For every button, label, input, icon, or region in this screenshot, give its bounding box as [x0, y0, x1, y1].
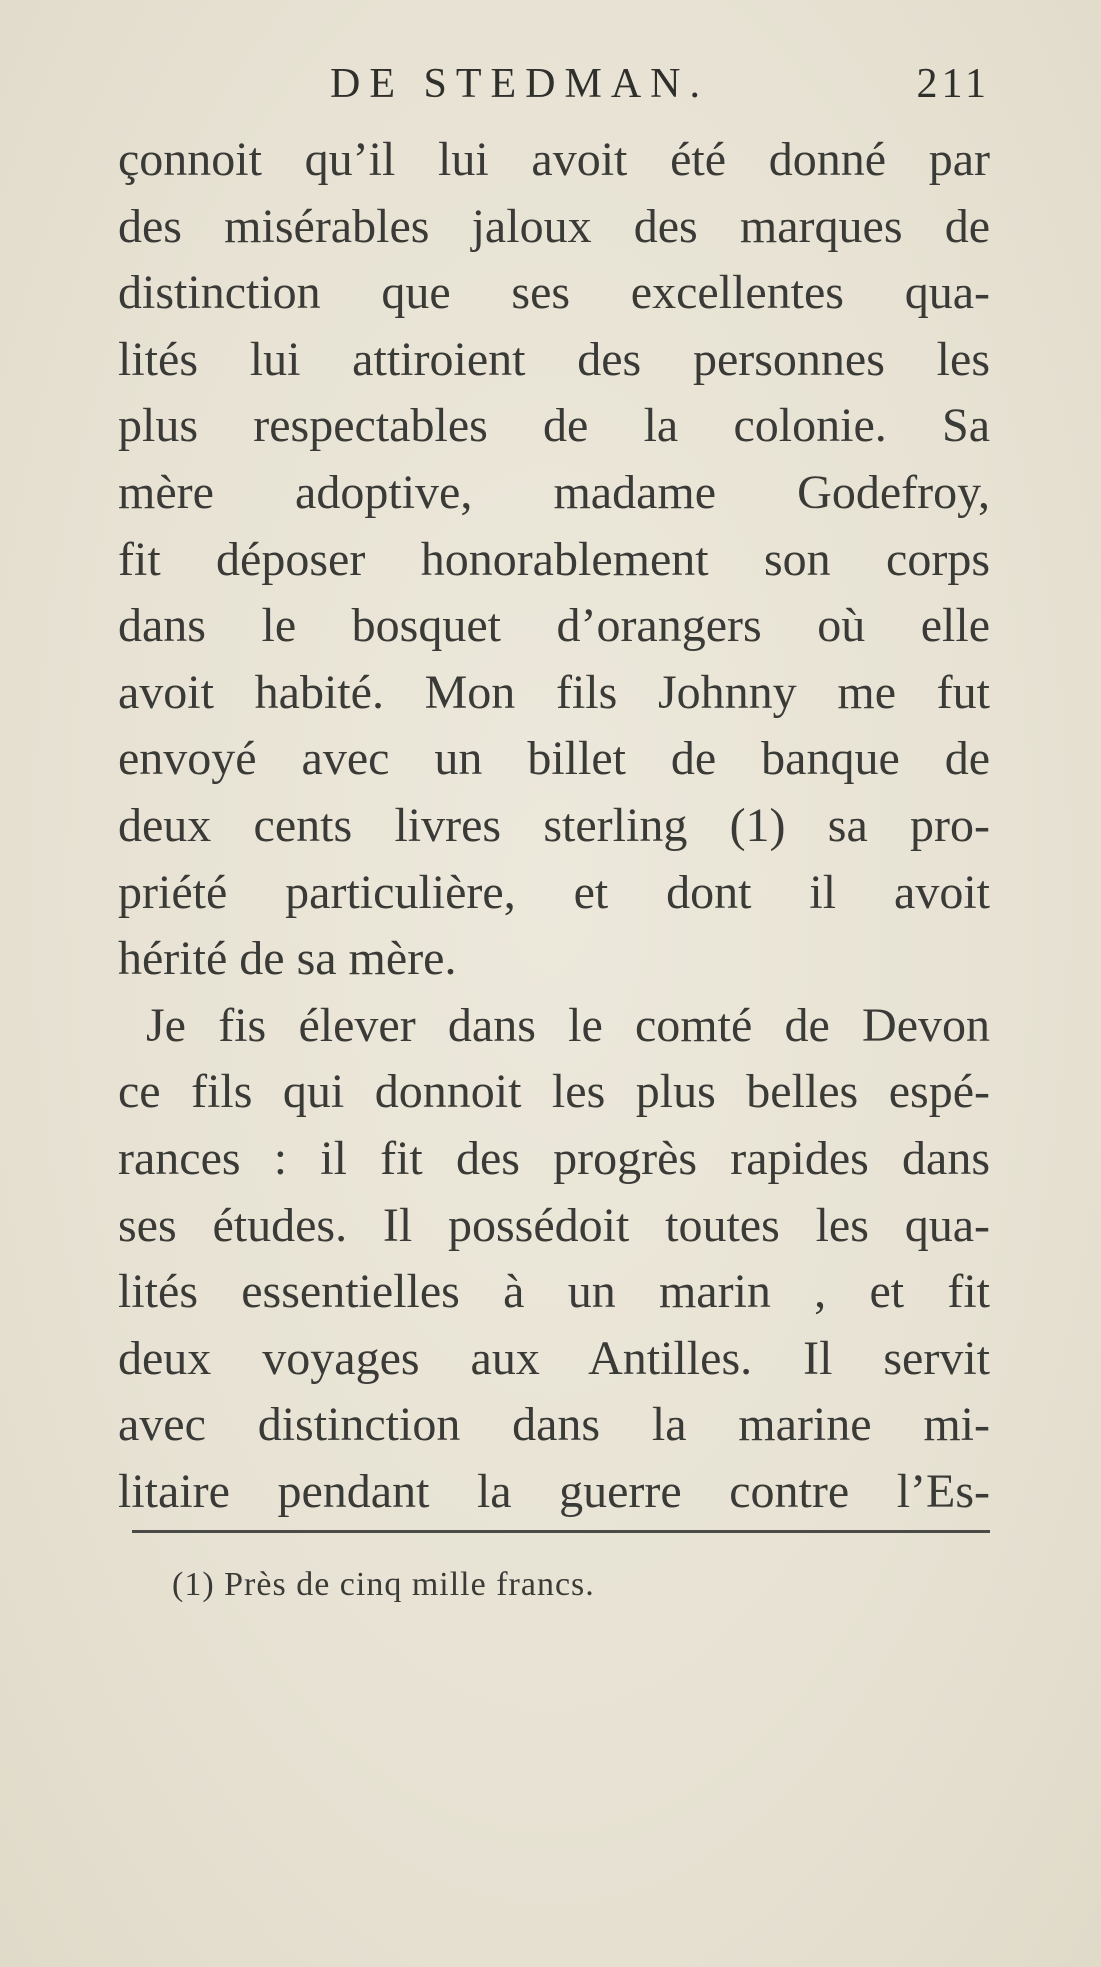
text-line: mère adoptive, madame Godefroy, — [118, 465, 990, 519]
page-number: 211 — [916, 61, 990, 107]
text-line: çonnoit qu’il lui avoit été donné par — [118, 133, 990, 186]
footnote-rule — [132, 1530, 990, 1533]
text-line: plus respectables de la colonie. Sa — [118, 399, 990, 453]
text-line: hérité de sa mère. — [118, 932, 457, 986]
text-line: ce fils qui donnoit les plus belles espé- — [118, 1065, 990, 1119]
text-line: deux voyages aux Antilles. Il servit — [118, 1331, 990, 1385]
text-line: ses études. Il possédoit toutes les qua- — [118, 1198, 990, 1252]
page-header — [120, 60, 990, 120]
text-line: priété particulière, et dont il avoit — [118, 865, 990, 919]
text-line: lités lui attiroient des personnes les — [118, 332, 990, 386]
running-title: DE STEDMAN. — [330, 61, 709, 107]
text-line: avec distinction dans la marine mi- — [118, 1398, 990, 1452]
text-line: litaire pendant la guerre contre l’Es- — [118, 1464, 990, 1518]
text-line: deux cents livres sterling (1) sa pro- — [118, 798, 990, 852]
text-line: avoit habité. Mon fils Johnny me fut — [118, 665, 990, 719]
text-line: envoyé avec un billet de banque de — [118, 732, 990, 786]
text-line: fit déposer honorablement son corps — [118, 532, 990, 586]
text-line: distinction que ses excellentes qua- — [118, 266, 990, 320]
footnote: (1) Près de cinq mille francs. — [172, 1566, 595, 1603]
text-line: des misérables jaloux des marques de — [118, 199, 990, 253]
text-line: Je fis élever dans le comté de Devon — [146, 998, 990, 1052]
body-text — [118, 127, 990, 1525]
text-line: rances : il fit des progrès rapides dans — [118, 1131, 990, 1185]
text-line: dans le bosquet d’orangers où elle — [118, 599, 990, 653]
text-line: lités essentielles à un marin , et fit — [118, 1265, 990, 1319]
